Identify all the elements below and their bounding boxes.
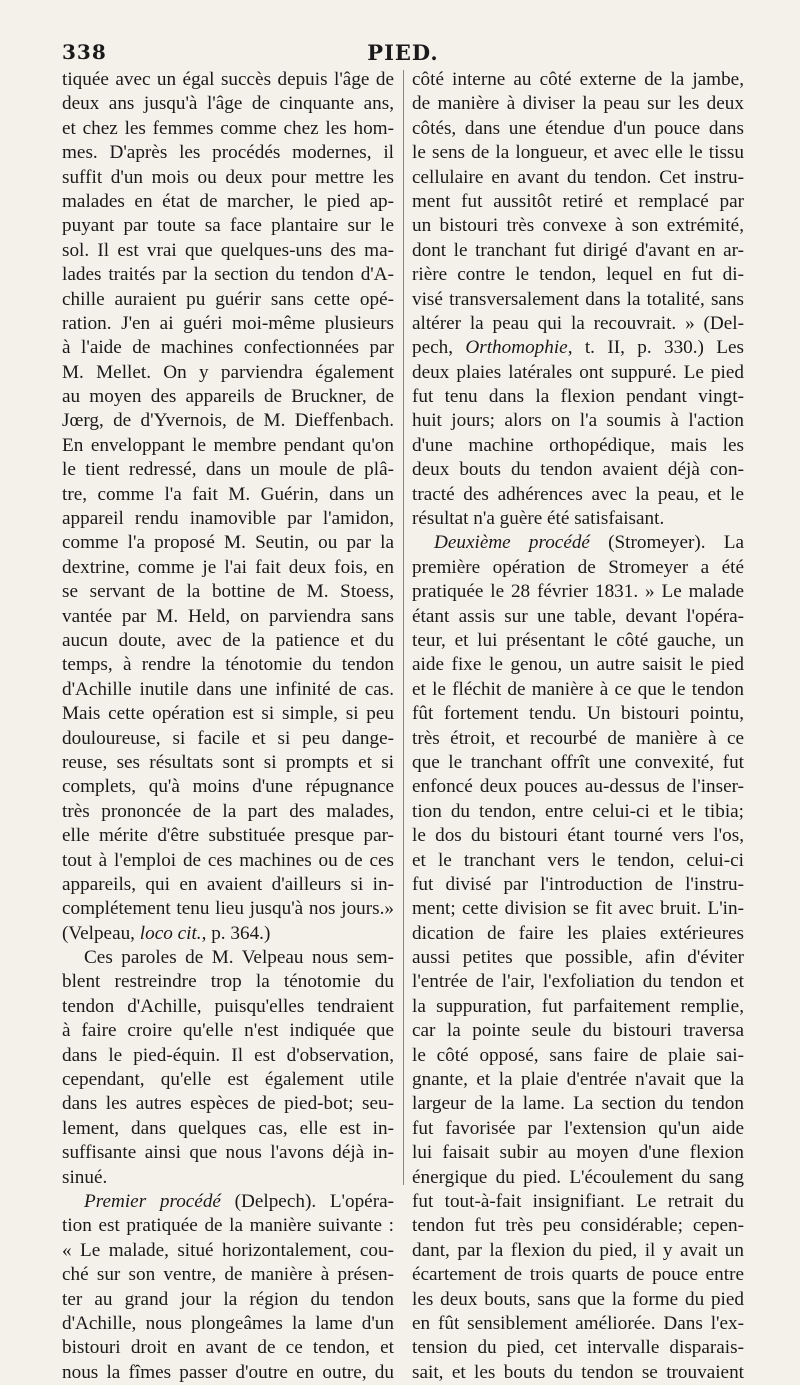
text-line: de manière à diviser la peau sur les deux — [412, 93, 744, 115]
text-line: bistouri droit en avant de ce tendon, et — [62, 1337, 394, 1359]
text-line: la suppuration, fut parfaitement remplie, — [412, 995, 744, 1017]
text-line: pratiquée le 28 février 1831. » Le malade — [412, 581, 744, 603]
text-line: à l'aide de machines confectionnées par — [62, 337, 394, 359]
text-line: ter au grand jour la région du tendon — [62, 1288, 394, 1310]
text-line: fut tout-à-fait insignifiant. Le retrait du — [412, 1190, 744, 1212]
text-line: car la pointe seule du bistouri traversa — [412, 1020, 744, 1042]
text-line: que le tranchant offrît une convexité, fut — [412, 751, 744, 773]
text-line: le sens de la longueur, et avec elle le tissu — [412, 142, 744, 164]
text-line: puyant par toute sa face plantaire sur le — [62, 215, 394, 237]
text-line: deux bouts du tendon avaient déjà con- — [412, 459, 744, 481]
page-number: 338 — [62, 40, 107, 64]
text-line: étant assis sur une table, devant l'opéra- — [412, 605, 744, 627]
text-line: tendon d'Achille, puisqu'elles tendraient — [62, 995, 394, 1017]
text-line: teur, et lui présentant le côté gauche, un — [412, 629, 744, 651]
text-line: deux plaies latérales ont suppuré. Le pied — [412, 361, 744, 383]
text-line: appareils, qui en avaient d'ailleurs si in- — [62, 873, 394, 895]
text-line: complets, qu'à moins d'une répugnance — [62, 776, 394, 798]
text-line: aussi petites que possible, afin d'éviter — [412, 947, 744, 969]
text-line: à faire croire qu'elle n'est indiquée que — [62, 1020, 394, 1042]
text-line: douloureuse, si facile et si peu dange- — [62, 727, 394, 749]
text-line: suffisante ainsi que nous l'avons déjà in- — [62, 1142, 394, 1164]
text-line: résultat n'a guère été satisfaisant. — [412, 508, 665, 530]
text-line: aucun doute, avec de la patience et du — [62, 629, 394, 651]
text-line: l'entrée de l'air, l'exfoliation du tendon et — [412, 971, 744, 993]
text-line: visé transversalement dans la totalité, sans — [412, 288, 744, 310]
text-line: ment; cette division se fit avec bruit. L'in- — [412, 898, 744, 920]
text-line: ration. J'en ai guéri moi-même plusieurs — [62, 312, 394, 334]
text-line: cependant, qu'elle est également utile — [62, 1069, 394, 1091]
text-line: se servant de la bottine de M. Stoess, — [62, 581, 394, 603]
text-line: fut favorisée par l'extension qu'un aide — [412, 1117, 744, 1139]
text-line: En enveloppant le membre pendant qu'on — [62, 434, 394, 456]
text-line: vantée par M. Held, on parviendra sans — [62, 605, 394, 627]
text-line: rière contre le tendon, lequel en fut di- — [412, 264, 744, 286]
text-line: complétement tenu lieu jusqu'à nos jours.» — [62, 898, 394, 920]
text-line: tout à l'emploi de ces machines ou de ces — [62, 849, 394, 871]
text-line: lades traités par la section du tendon d'A- — [62, 264, 394, 286]
text-line: nous la fîmes passer d'outre en outre, du — [62, 1361, 394, 1383]
text-line: sait, et les bouts du tendon se trouvaient — [412, 1361, 744, 1383]
text-line: M. Mellet. On y parviendra également — [62, 361, 394, 383]
text-line: ché sur son ventre, de manière à présen- — [62, 1264, 394, 1286]
left-column — [62, 68, 394, 1385]
text-line: reuse, ses résultats sont si prompts et si — [62, 751, 394, 773]
text-line: appareil rendu inamovible par l'amidon, — [62, 508, 394, 530]
text-line: fut tenu dans la flexion pendant vingt- — [412, 386, 744, 408]
text-line: très étroit, et recourbé de manière à ce — [412, 727, 744, 749]
text-line: tre, comme l'a fait M. Guérin, dans un — [62, 483, 394, 505]
text-line: côté interne au côté externe de la jambe, — [412, 69, 744, 90]
text-line: enfoncé deux pouces au-dessus de l'inser- — [412, 776, 744, 798]
text-line: en fût sensiblement améliorée. Dans l'ex- — [412, 1312, 744, 1334]
text-line: fut divisé par l'introduction de l'instru- — [412, 873, 744, 895]
text-line: et le fléchit de manière à ce que le tendon — [412, 678, 744, 700]
text-line: temps, à rendre la ténotomie du tendon — [62, 654, 394, 676]
text-line: tion est pratiquée de la manière suivante : — [62, 1215, 394, 1237]
text-line: le tient redressé, dans un moule de plâ- — [62, 459, 394, 481]
text-line: Premier procédé (Delpech). L'opéra- — [84, 1190, 394, 1212]
text-line: blent restreindre trop la ténotomie du — [62, 971, 394, 993]
text-line: tendon fut très peu considérable; cepen- — [412, 1215, 744, 1237]
text-line: largeur de la lame. La section du tendon — [412, 1093, 744, 1115]
text-line: dication de faire les plaies extérieures — [412, 922, 744, 944]
text-line: fût fortement tendu. Un bistouri pointu, — [412, 703, 744, 725]
text-line: « Le malade, situé horizontalement, cou- — [62, 1239, 394, 1261]
text-line: tion du tendon, entre celui-ci et le tibia; — [412, 800, 744, 822]
text-line: suffit d'un mois ou deux pour mettre les — [62, 166, 394, 188]
text-line: gnante, et la plaie d'entrée n'avait que la — [412, 1069, 744, 1091]
text-line: première opération de Stromeyer a été — [412, 556, 744, 578]
text-line: sinué. — [62, 1166, 108, 1188]
text-line: Deuxième procédé (Stromeyer). La — [434, 532, 744, 554]
text-line: deux ans jusqu'à l'âge de cinquante ans, — [62, 93, 394, 115]
text-line: cellulaire en avant du tendon. Cet instru- — [412, 166, 744, 188]
text-line: dans le pied-équin. Il est d'observation, — [62, 1044, 394, 1066]
text-line: dextrine, comme je l'ai fait deux fois, en — [62, 556, 394, 578]
text-line: lui faisait subir au moyen d'une flexion — [412, 1142, 744, 1164]
text-line: et le tranchant vers le tendon, celui-ci — [412, 849, 744, 871]
text-line: aide fixe le genou, un autre saisit le pied — [412, 654, 744, 676]
column-divider — [403, 70, 404, 1185]
text-line: un bistouri très convexe à son extrémité, — [412, 215, 744, 237]
text-line: huit jours; alors on l'a soumis à l'action — [412, 410, 744, 432]
text-line: énergique du pied. L'écoulement du sang — [412, 1166, 744, 1188]
text-line: Jœrg, de d'Yvernois, de M. Dieffenbach. — [62, 410, 394, 432]
running-title: PIED. — [367, 40, 439, 65]
text-line: tension du pied, cet intervalle disparais- — [412, 1337, 744, 1359]
text-line: le côté opposé, sans faire de plaie sai- — [412, 1044, 744, 1066]
text-line: ment fut aussitôt retiré et remplacé par — [412, 190, 744, 212]
text-line: dont le tranchant fut dirigé d'avant en ar- — [412, 239, 744, 261]
text-line: Ces paroles de M. Velpeau nous sem- — [84, 947, 394, 969]
text-line: mes. D'après les procédés modernes, il — [62, 142, 394, 164]
text-line: écartement de trois quarts de pouce entre — [412, 1264, 744, 1286]
text-line: d'Achille inutile dans une infinité de cas. — [62, 678, 394, 700]
text-line: très prononcée de la part des malades, — [62, 800, 394, 822]
text-line: au moyen des appareils de Bruckner, de — [62, 386, 394, 408]
text-line: dant, par la flexion du pied, il y avait un — [412, 1239, 744, 1261]
text-line: elle mérite d'être substituée presque par- — [62, 825, 394, 847]
text-line: le dos du bistouri étant tourné vers l'os, — [412, 825, 744, 847]
text-line: altérer la peau qui la recouvrait. » (Del- — [412, 312, 744, 334]
page-header — [62, 40, 744, 70]
text-line: sol. Il est vrai que quelques-uns des ma- — [62, 239, 394, 261]
text-line: côtés, dans une étendue d'un pouce dans — [412, 117, 744, 139]
text-line: et chez les femmes comme chez les hom- — [62, 117, 394, 139]
text-line: tracté des adhérences avec la peau, et le — [412, 483, 744, 505]
text-line: d'Achille, nous plongeâmes la lame d'un — [62, 1312, 394, 1334]
text-line: les deux bouts, sans que la forme du pied — [412, 1288, 744, 1310]
text-line: comme l'a proposé M. Seutin, ou par la — [62, 532, 394, 554]
text-line: dans les autres espèces de pied-bot; seu- — [62, 1093, 394, 1115]
text-line: malades en état de marcher, le pied ap- — [62, 190, 394, 212]
text-line: (Velpeau, loco cit., p. 364.) — [62, 922, 271, 944]
text-line: lement, dans quelques cas, elle est in- — [62, 1117, 394, 1139]
right-column — [412, 68, 744, 1385]
text-line: pech, Orthomophie, t. II, p. 330.) Les — [412, 337, 744, 359]
text-line: Mais cette opération est si simple, si peu — [62, 703, 394, 725]
text-line: d'une machine orthopédique, mais les — [412, 434, 744, 456]
text-line: tiquée avec un égal succès depuis l'âge de — [62, 69, 394, 90]
text-line: chille auraient pu guérir sans cette opé- — [62, 288, 394, 310]
